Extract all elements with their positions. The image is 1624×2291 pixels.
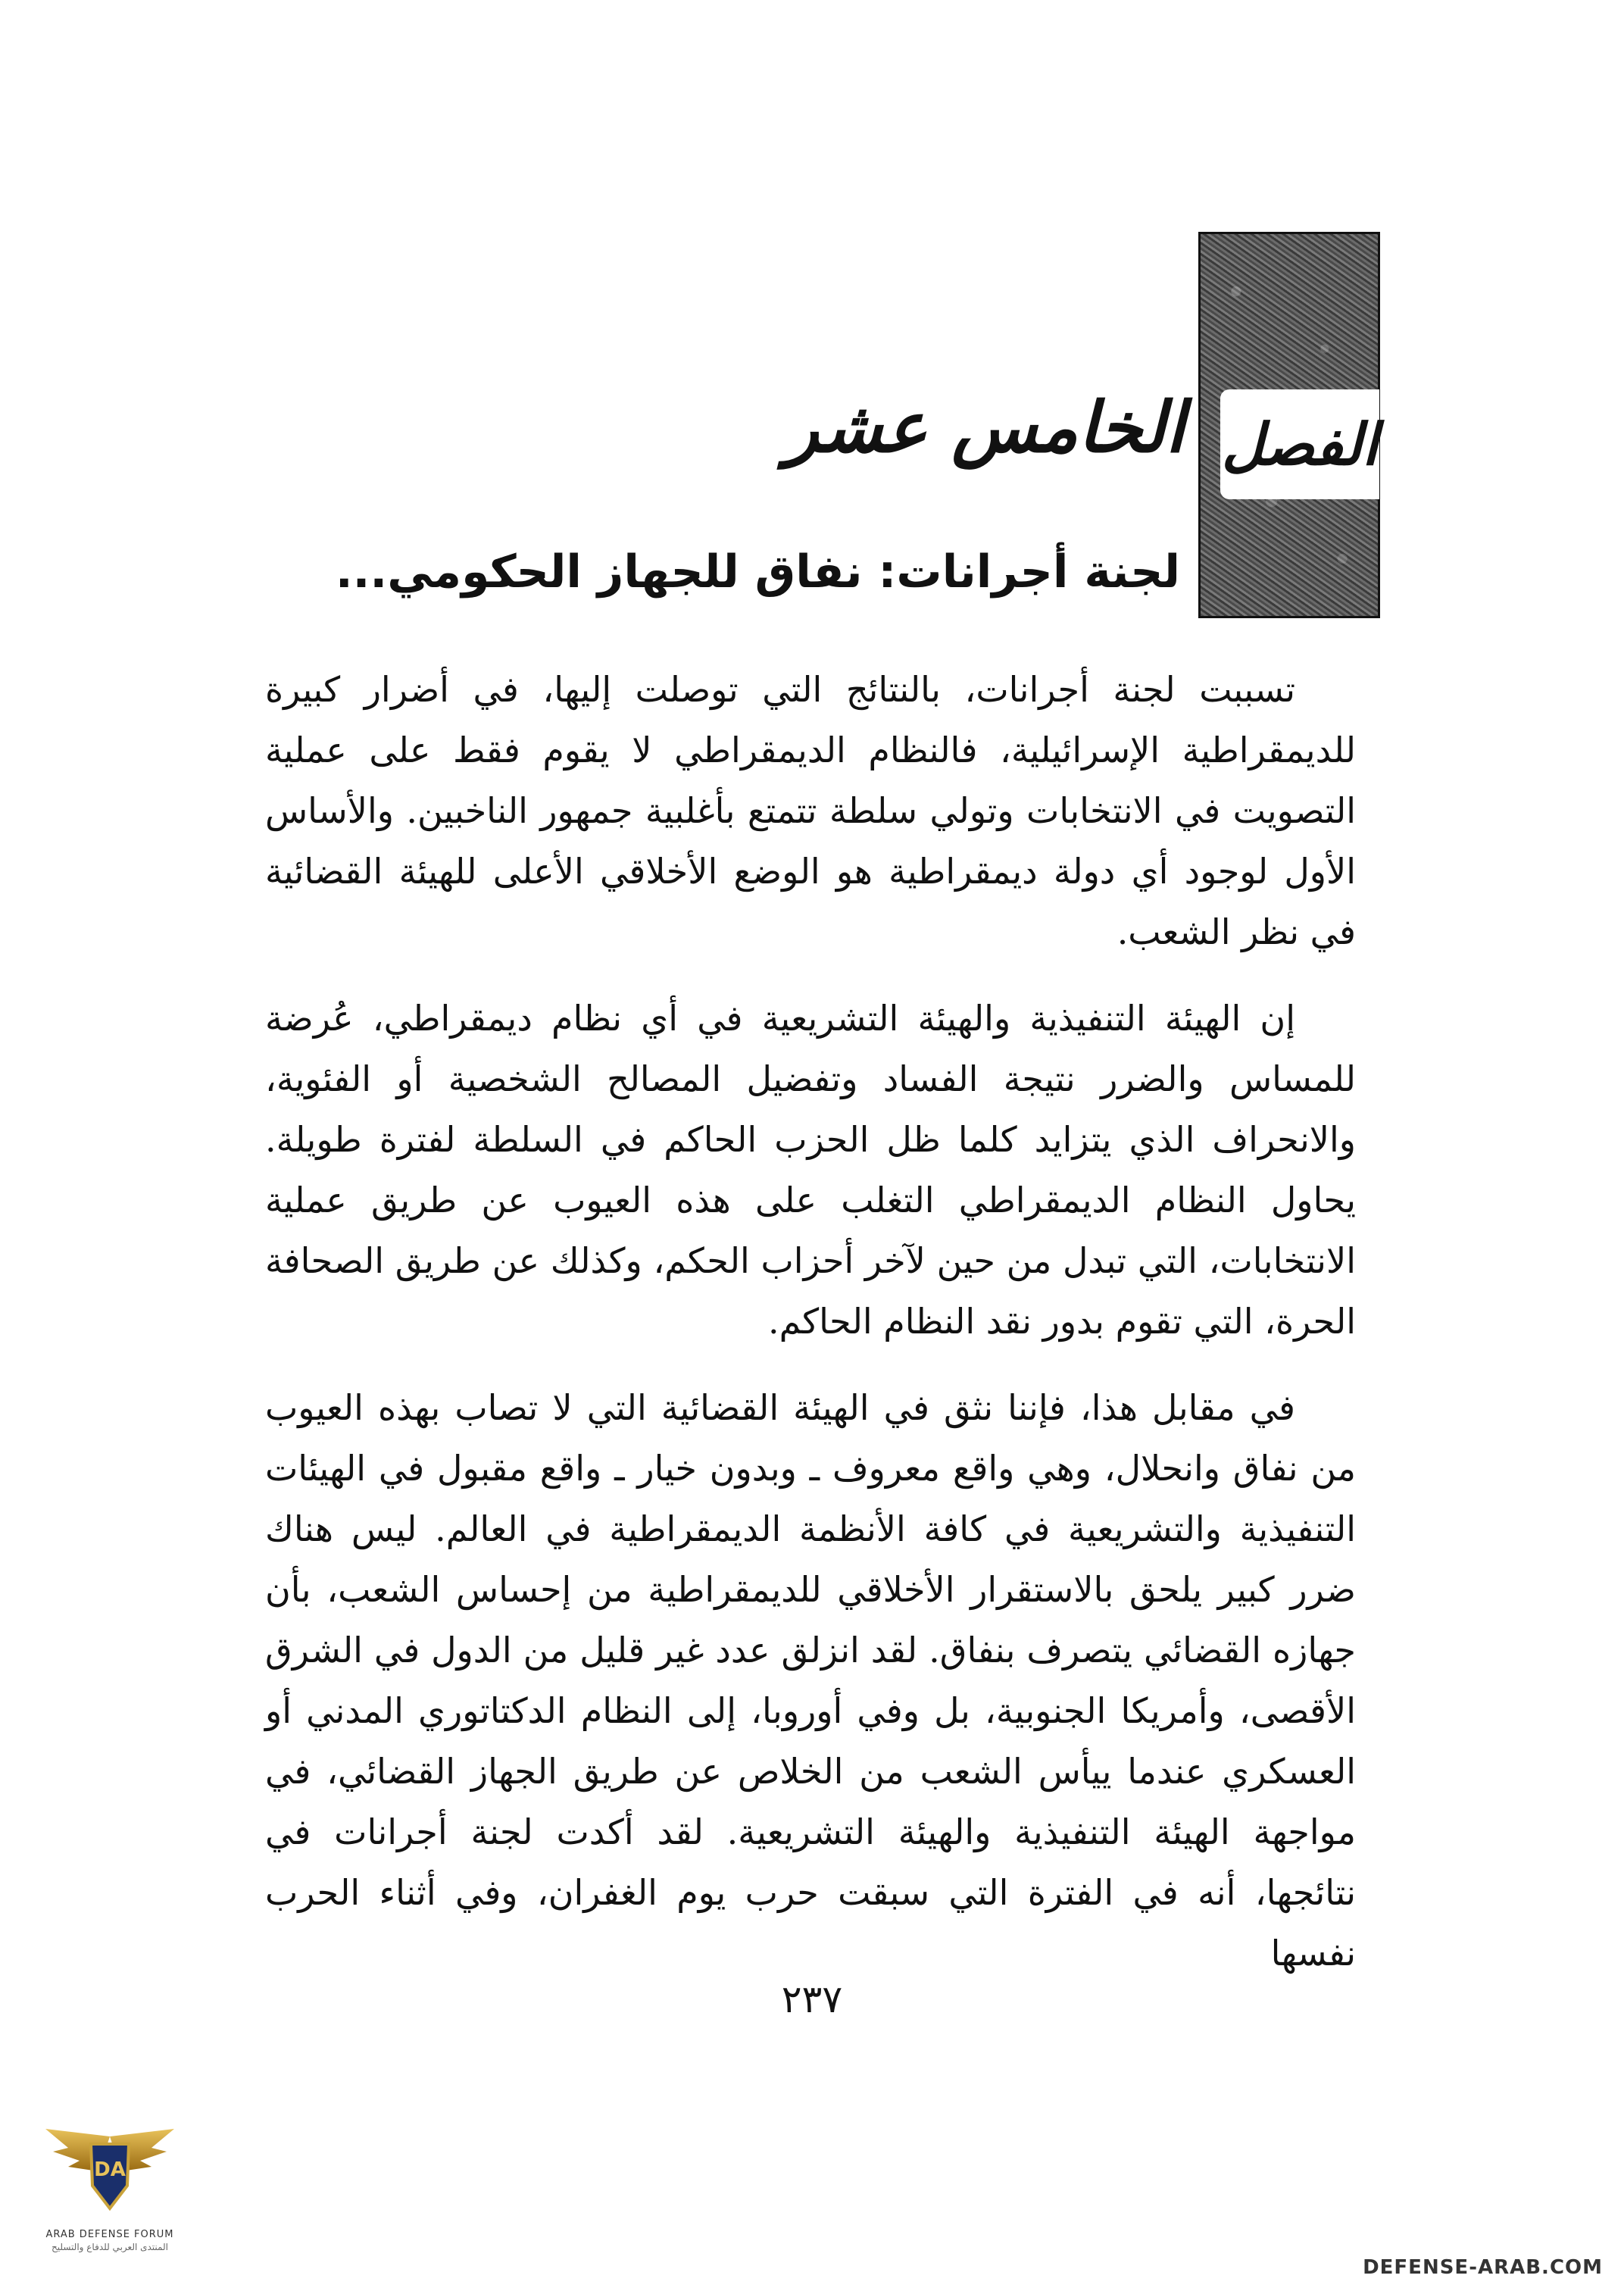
forum-name-en: ARAB DEFENSE FORUM xyxy=(45,2229,174,2240)
chapter-heading-box xyxy=(1198,232,1380,618)
paragraph-1: تسببت لجنة أجرانات، بالنتائج التي توصلت إليها، في أضرار كبيرة للديمقراطية الإسرائيلية، فالنظام الديمقراطي لا يقوم فقط على عملية التصويت في الانتخابات وتولي سلطة تتمتع بأغلبية جمهور الناخبين. والأساس الأول لوجود أي دولة ديمقراطية هو الوضع الأخلاقي الأعلى للهيئة القضائية في نظر الشعب. xyxy=(265,669,1356,952)
page-number: ٢٣٧ xyxy=(781,1977,843,2021)
forum-logo xyxy=(30,2114,189,2280)
chapter-label-panel xyxy=(1220,389,1379,499)
body-text xyxy=(265,659,1356,2009)
chapter-number: الخامس عشر xyxy=(785,386,1185,468)
chapter-word: الفصل xyxy=(1221,410,1379,478)
paragraph-3: في مقابل هذا، فإننا نثق في الهيئة القضائية التي لا تصاب بهذه العيوب من نفاق وانحلال، وهي واقع معروف ـ وبدون خيار ـ واقع مقبول في الهيئات التنفيذية والتشريعية في كافة الأنظمة الديمقراطية في العالم. ليس هناك ضرر كبير يلحق بالاستقرار الأخلاقي للديمقراطية من إحساس الشعب، بأن جهازه القضائي يتصرف بنفاق. لقد انزلق عدد غير قليل من الدول في الشرق الأقصى، وأمريكا الجنوبية، بل وفي أوروبا، إلى النظام الدكتاتوري المدني أو العسكري عندما ييأس الشعب من الخلاص عن طريق الجهاز القضائي، في مواجهة الهيئة التنفيذية والهيئة التشريعية. لقد أكدت لجنة أجرانات في نتائجها، أنه في الفترة التي سبقت حرب يوم الغفران، وفي أثناء الحرب نفسها xyxy=(265,1387,1356,1974)
paragraph-2: إن الهيئة التنفيذية والهيئة التشريعية في أي نظام ديمقراطي، عُرضة للمساس والضرر نتيجة الفساد وتفضيل المصالح الشخصية أو الفئوية، والانحراف الذي يتزايد كلما ظل الحزب الحاكم في السلطة لفترة طويلة. يحاول النظام الديمقراطي التغلب على هذه العيوب عن طريق عملية الانتخابات، التي تبدل من حين لآخر أحزاب الحكم، وكذلك عن طريق الصحافة الحرة، التي تقوم بدور نقد النظام الحاكم. xyxy=(265,998,1357,1342)
chapter-title: لجنة أجرانات: نفاق للجهاز الحكومي... xyxy=(335,545,1180,599)
watermark-url: DEFENSE-ARAB.COM xyxy=(1363,2256,1603,2279)
winged-shield-icon xyxy=(38,2114,182,2227)
forum-name-ar: المنتدى العربي للدفاع والتسليح xyxy=(52,2242,168,2252)
svg-text:DA: DA xyxy=(94,2158,126,2181)
